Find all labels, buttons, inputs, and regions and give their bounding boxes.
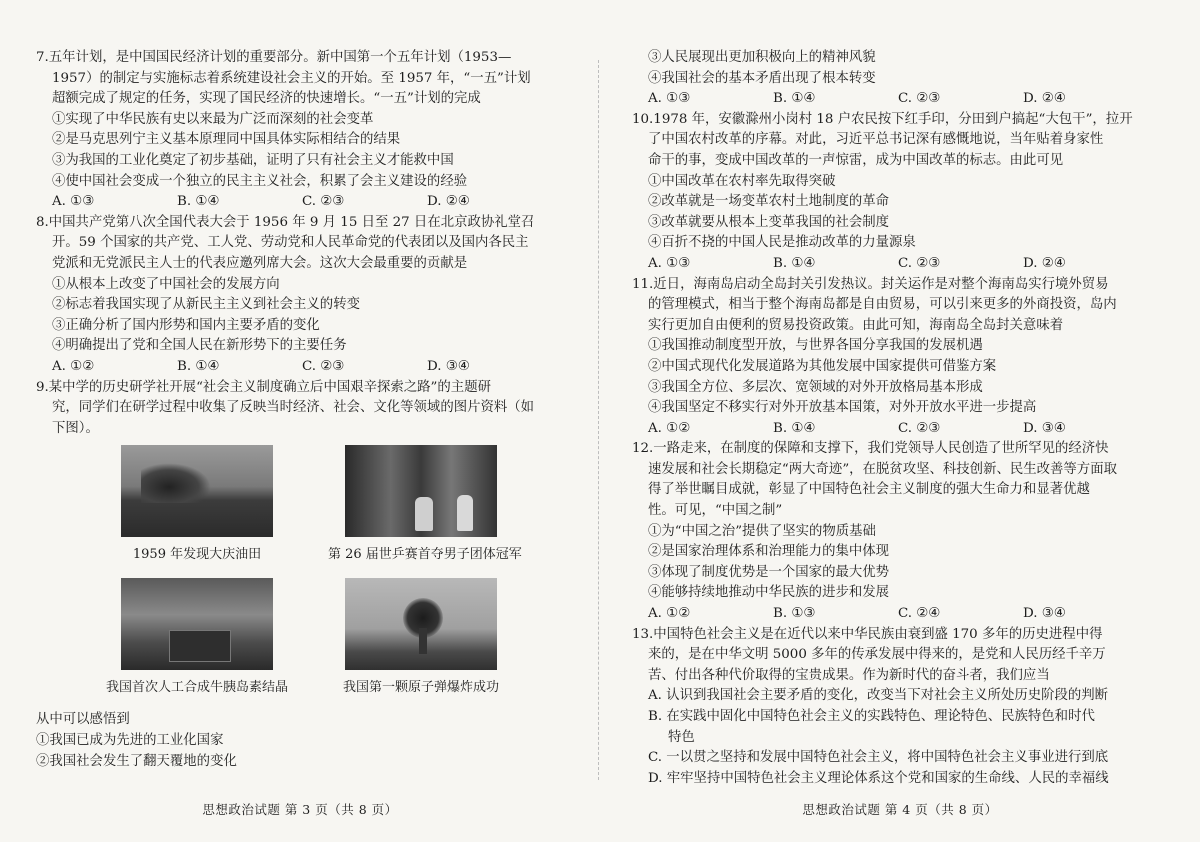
question-13 — [632, 625, 1166, 790]
q10-option-3: ③改革就要从根本上变革我国的社会制度 — [648, 214, 890, 230]
q13-option-b: B. 在实践中固化中国特色社会主义的实践特色、理论特色、民族特色和时代 — [648, 709, 1095, 724]
q13-stem-1: 13.中国特色社会主义是在近代以来中华民族由衰到盛 170 多年的历史进程中得 — [632, 626, 1103, 642]
q11-choice-b: B. ①④ — [773, 420, 816, 436]
q11-stem-3: 实行更加自由便利的贸易投资政策。由此可知，海南岛全岛封关意味着 — [648, 317, 1064, 333]
q12-stem-1: 12.一路走来，在制度的保障和支撑下，我们党领导人民创造了世所罕见的经济快 — [632, 441, 1109, 457]
q10-choice-c: C. ②③ — [898, 255, 941, 271]
q7-option-1: ①实现了中华民族有史以来最为广泛而深刻的社会变革 — [52, 111, 374, 127]
q10-stem-2: 了中国农村改革的序幕。对此，习近平总书记深有感慨地说，当年贴着身家性 — [648, 132, 1104, 148]
q7-number: 7. — [36, 50, 49, 65]
q9-photo-grid — [104, 445, 568, 710]
photo-insulin — [104, 578, 290, 711]
table-tennis-team-photo — [345, 445, 497, 537]
q7-choices — [36, 192, 568, 213]
photo-daqing — [104, 445, 290, 578]
q7-stem-1: 7.五年计划，是中国国民经济计划的重要部分。新中国第一个五年计划（1953— — [36, 50, 512, 65]
q8-choice-b: B. ①④ — [177, 358, 220, 374]
q11-choice-d: D. ③④ — [1023, 420, 1066, 436]
q11-choices — [632, 419, 1166, 440]
page-divider — [598, 60, 599, 780]
q10-choice-b: B. ①④ — [773, 255, 816, 271]
q7-choice-b: B. ①④ — [177, 194, 220, 210]
q9-stem-1: 9.某中学的历史研学社开展“社会主义制度确立后中国艰辛探索之路”的主题研 — [36, 379, 491, 395]
question-7 — [36, 48, 568, 213]
q8-option-3: ③正确分析了国内形势和国内主要矛盾的变化 — [52, 317, 320, 333]
q7-option-4: ④使中国社会变成一个独立的民主主义社会，积累了会主义建设的经验 — [52, 173, 468, 189]
q9-choice-a: A. ①③ — [648, 91, 691, 107]
question-9 — [36, 378, 568, 773]
question-11 — [632, 275, 1166, 440]
photo-atomic-bomb — [328, 578, 514, 711]
q13-option-d: D. 牢牢坚持中国特色社会主义理论体系这个党和国家的生命线、人民的幸福线 — [648, 770, 1109, 786]
q13-option-a: A. 认识到我国社会主要矛盾的变化，改变当下对社会主义所处历史阶段的判断 — [648, 688, 1109, 704]
photo-caption: 第 26 届世乒赛首夺男子团体冠军 — [328, 547, 522, 563]
q9-choice-d: D. ②④ — [1023, 91, 1066, 107]
right-column — [632, 48, 1166, 789]
q7-option-2: ②是马克思列宁主义基本原理同中国具体实际相结合的结果 — [52, 132, 401, 148]
q9-option-4: ④我国社会的基本矛盾出现了根本转变 — [648, 70, 876, 86]
q9-option-2: ②我国社会发生了翻天覆地的变化 — [36, 753, 237, 769]
photo-caption: 我国第一颗原子弹爆炸成功 — [342, 679, 499, 695]
q9-lead: 从中可以感悟到 — [36, 712, 130, 728]
q12-stem-2: 速发展和社会长期稳定“两大奇迹”，在脱贫攻坚、科技创新、民生改善等方面取 — [648, 461, 1117, 477]
q10-choice-a: A. ①③ — [648, 255, 691, 271]
q11-option-4: ④我国坚定不移实行对外开放基本国策，对外开放水平进一步提高 — [648, 400, 1037, 416]
q11-stem-2: 的管理模式，相当于整个海南岛都是自由贸易，可以引来更多的外商投资，岛内 — [648, 297, 1117, 313]
q7-choice-c: C. ②③ — [302, 194, 345, 210]
q8-choice-a: A. ①② — [52, 358, 95, 374]
q9-option-3: ③人民展现出更加积极向上的精神风貌 — [648, 50, 876, 65]
q10-stem-3: 命干的事，变成中国改革的一声惊雷，成为中国改革的标志。由此可见 — [648, 152, 1064, 168]
q9-stem-2: 究，同学们在研学过程中收集了反映当时经济、社会、文化等领域的图片资料（如 — [52, 400, 535, 416]
q11-option-3: ③我国全方位、多层次、宽领域的对外开放格局基本形成 — [648, 379, 983, 395]
daqing-oilfield-photo — [121, 445, 273, 537]
q8-stem-1: 8.中国共产党第八次全国代表大会于 1956 年 9 月 15 日至 27 日在北京政协礼堂召 — [36, 214, 535, 230]
q8-stem-2: 开。59 个国家的共产党、工人党、劳动党和人民革命党的代表团以及国内各民主 — [52, 235, 529, 251]
photo-caption: 1959 年发现大庆油田 — [132, 547, 262, 563]
q13-number: 13. — [632, 626, 654, 642]
q8-number: 8. — [36, 214, 49, 230]
q12-choice-b: B. ①③ — [773, 606, 816, 622]
q9-option-1: ①我国已成为先进的工业化国家 — [36, 733, 224, 749]
q13-option-c: C. 一以贯之坚持和发展中国特色社会主义，将中国特色社会主义事业进行到底 — [648, 750, 1109, 766]
q11-option-2: ②中国式现代化发展道路为其他发展中国家提供可借鉴方案 — [648, 358, 997, 374]
q10-option-2: ②改革就是一场变革农村土地制度的革命 — [648, 194, 890, 210]
q8-option-4: ④明确提出了党和全国人民在新形势下的主要任务 — [52, 338, 347, 354]
q9-choice-c: C. ②③ — [898, 91, 941, 107]
q9-stem-3: 下图）。 — [52, 420, 99, 436]
q7-choice-a: A. ①③ — [52, 194, 95, 210]
q12-option-2: ②是国家治理体系和治理能力的集中体现 — [648, 544, 890, 560]
q9-choices — [632, 89, 1166, 110]
q11-option-1: ①我国推动制度型开放，与世界各国分享我国的发展机遇 — [648, 338, 983, 354]
q11-choice-c: C. ②③ — [898, 420, 941, 436]
q13-stem-3: 苦、付出各种代价取得的宝贵成果。作为新时代的奋斗者，我们应当 — [648, 667, 1050, 683]
insulin-synthesis-photo — [121, 578, 273, 670]
question-9-continued — [632, 48, 1166, 110]
q10-option-1: ①中国改革在农村率先取得突破 — [648, 173, 836, 189]
question-12 — [632, 439, 1166, 624]
page-footer-right: 思想政治试题 第 4 页（共 8 页） — [802, 802, 998, 817]
q7-stem-2: 1957）的制定与实施标志着系统建设社会主义的开始。至 1957 年，“一五”计划 — [52, 70, 531, 86]
q11-number: 11. — [632, 276, 654, 292]
right-page — [600, 0, 1200, 842]
q11-stem-1: 11.近日，海南岛启动全岛封关引发热议。封关运作是对整个海南岛实行境外贸易 — [632, 276, 1109, 292]
q12-choices — [632, 604, 1166, 625]
q12-choice-d: D. ③④ — [1023, 606, 1066, 622]
q9-choice-b: B. ①④ — [773, 91, 816, 107]
q8-option-1: ①从根本上改变了中国社会的发展方向 — [52, 276, 280, 292]
question-8 — [36, 213, 568, 378]
q12-option-3: ③体现了制度优势是一个国家的最大优势 — [648, 564, 890, 580]
q10-choices — [632, 254, 1166, 275]
q12-stem-4: 性。可见，“中国之制” — [648, 503, 783, 519]
q7-choice-d: D. ②④ — [427, 194, 470, 210]
q12-choice-a: A. ①② — [648, 606, 691, 622]
q12-option-1: ①为“中国之治”提供了坚实的物质基础 — [648, 523, 876, 539]
q8-choice-c: C. ②③ — [302, 358, 345, 374]
q10-number: 10. — [632, 111, 654, 127]
atomic-bomb-photo — [345, 578, 497, 670]
question-10 — [632, 110, 1166, 275]
q7-option-3: ③为我国的工业化奠定了初步基础，证明了只有社会主义才能救中国 — [52, 152, 454, 168]
q8-choice-d: D. ③④ — [427, 358, 470, 374]
q10-stem-1: 10.1978 年，安徽滁州小岗村 18 户农民按下红手印，分田到户搞起“大包干”，拉开 — [632, 111, 1133, 127]
photo-table-tennis — [328, 445, 522, 578]
q12-choice-c: C. ②④ — [898, 606, 941, 622]
q10-option-4: ④百折不挠的中国人民是推动改革的力量源泉 — [648, 235, 916, 251]
page-footer-left: 思想政治试题 第 3 页（共 8 页） — [202, 802, 398, 817]
q10-choice-d: D. ②④ — [1023, 255, 1066, 271]
q13-stem-2: 来的，是在中华文明 5000 多年的传承发展中得来的，是党和人民历经千辛万 — [648, 647, 1106, 663]
q7-stem-3: 超额完成了规定的任务，实现了国民经济的快速增长。“一五”计划的完成 — [52, 91, 481, 107]
q12-option-4: ④能够持续地推动中华民族的进步和发展 — [648, 585, 890, 601]
q11-choice-a: A. ①② — [648, 420, 691, 436]
left-column — [36, 48, 568, 772]
q12-number: 12. — [632, 441, 654, 457]
photo-caption: 我国首次人工合成牛胰岛素结晶 — [105, 679, 288, 695]
q13-option-b-cont: 特色 — [668, 729, 695, 745]
q8-option-2: ②标志着我国实现了从新民主主义到社会主义的转变 — [52, 297, 360, 313]
q8-choices — [36, 357, 568, 378]
q9-number: 9. — [36, 379, 49, 395]
q8-stem-3: 党派和无党派民主人士的代表应邀列席大会。这次大会最重要的贡献是 — [52, 255, 468, 271]
q12-stem-3: 得了举世瞩目成就，彰显了中国特色社会主义制度的强大生命力和显著优越 — [648, 482, 1090, 498]
